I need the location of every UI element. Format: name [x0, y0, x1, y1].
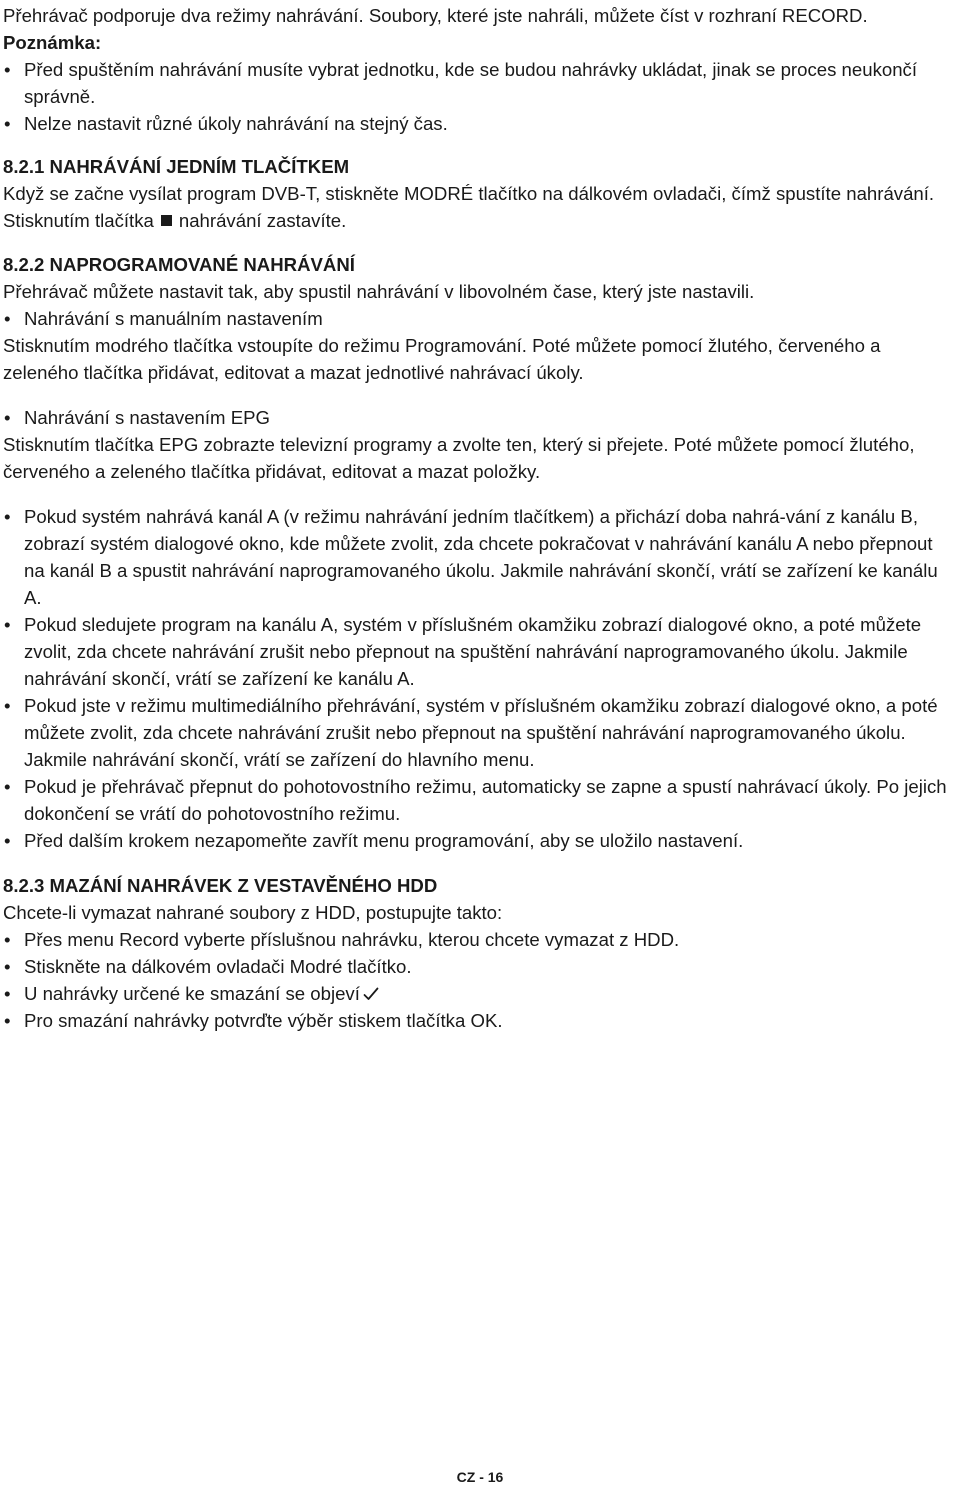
bullet-glyph: •: [4, 308, 11, 329]
list-item-text: Pokud systém nahrává kanál A (v režimu nahrávání jedním tlačítkem) a přichází doba nahrá-vání z kanálu B, zobrazí systém dialogové okno, kde můžete zvolit, zda chcete pokračovat v nahrávání kanálu A nebo přepnout na kanál B a spustit nahrávání naprogramovaného úkolu. Jakmile nahrávání skončí, vrátí se zařízení ke kanálu A.: [24, 506, 938, 608]
list-item: [3, 305, 955, 332]
section-8-2-1-text: [3, 180, 955, 234]
bullet-glyph: •: [4, 407, 11, 428]
list-item-text: Pro smazání nahrávky potvrďte výběr stiskem tlačítka OK.: [24, 1010, 503, 1031]
note-list: [3, 56, 955, 137]
list-item-text: U nahrávky určené ke smazání se objeví: [24, 983, 360, 1004]
bullet-glyph: •: [4, 695, 11, 716]
section-8-2-1-text-start: Když se začne vysílat program DVB-T, stiskněte MODRÉ tlačítko na dálkovém ovladači, čímž spustíte nahrávání. Stisknutím tlačítka: [3, 183, 935, 231]
list-item: [3, 611, 955, 692]
bullet-glyph: •: [4, 506, 11, 527]
bullet-glyph: •: [4, 956, 11, 977]
section-8-2-2-intro: Přehrávač můžete nastavit tak, aby spustil nahrávání v libovolném čase, který jste nastavili.: [3, 281, 755, 302]
bullet-glyph: •: [4, 983, 11, 1004]
intro-paragraph: Přehrávač podporuje dva režimy nahrávání. Soubory, které jste nahráli, můžete číst v rozhraní RECORD.: [3, 5, 868, 26]
list-item-text: Před dalším krokem nezapomeňte zavřít menu programování, aby se uložilo nastavení.: [24, 830, 744, 851]
epg-recording-list: [3, 404, 955, 431]
manual-recording-text: Stisknutím modrého tlačítka vstoupíte do režimu Programování. Poté můžete pomocí žlutého, červeného a zeleného tlačítka přidávat, editovat a mazat jednotlivé nahrávací úkoly.: [3, 335, 881, 383]
list-item: [3, 827, 955, 854]
checkmark-icon: [363, 987, 379, 1001]
recording-rules-list: [3, 503, 955, 854]
list-item: [3, 110, 955, 137]
section-heading-8-2-2: 8.2.2 NAPROGRAMOVANÉ NAHRÁVÁNÍ: [3, 254, 355, 275]
list-item: [3, 56, 955, 110]
bullet-glyph: •: [4, 929, 11, 950]
list-item: [3, 692, 955, 773]
section-heading-8-2-3: 8.2.3 MAZÁNÍ NAHRÁVEK Z VESTAVĚNÉHO HDD: [3, 875, 438, 896]
list-item-text: Přes menu Record vyberte příslušnou nahrávku, kterou chcete vymazat z HDD.: [24, 929, 680, 950]
bullet-glyph: •: [4, 1010, 11, 1031]
list-item: [3, 773, 955, 827]
page-content: [3, 2, 955, 1034]
bullet-glyph: •: [4, 59, 11, 80]
section-8-2-1-text-end: nahrávání zastavíte.: [178, 210, 347, 231]
list-item-text: Pokud je přehrávač přepnut do pohotovostního režimu, automaticky se zapne a spustí nahrávací úkoly. Po jejich dokončení se vrátí do pohotovostního režimu.: [24, 776, 947, 824]
section-8-2-3-intro: Chcete-li vymazat nahrané soubory z HDD, postupujte takto:: [3, 902, 503, 923]
epg-recording-text: Stisknutím tlačítka EPG zobrazte televizní programy a zvolte ten, který si přejete. Poté můžete pomocí žlutého, červeného a zeleného tlačítka přidávat, editovat a mazat položky.: [3, 434, 915, 482]
bullet-glyph: •: [4, 113, 11, 134]
manual-recording-title: Nahrávání s manuálním nastavením: [24, 308, 323, 329]
page-number: CZ - 16: [456, 1469, 504, 1485]
manual-recording-list: [3, 305, 955, 332]
list-item-text: Pokud jste v režimu multimediálního přehrávání, systém v příslušném okamžiku zobrazí dialogové okno, a poté můžete zvolit, zda chcete nahrávání zrušit nebo přepnout na spuštění nahrávání naprogramovaného úkolu. Jakmile nahrávání skončí, vrátí se zařízení do hlavního menu.: [24, 695, 938, 770]
bullet-glyph: •: [4, 614, 11, 635]
note-label: Poznámka:: [3, 32, 102, 53]
section-heading-8-2-1: 8.2.1 NAHRÁVÁNÍ JEDNÍM TLAČÍTKEM: [3, 156, 350, 177]
list-item: [3, 953, 955, 980]
stop-square-icon: [161, 215, 172, 226]
epg-recording-title: Nahrávání s nastavením EPG: [24, 407, 270, 428]
bullet-glyph: •: [4, 830, 11, 851]
list-item: [3, 1007, 955, 1034]
list-item-text: Nelze nastavit různé úkoly nahrávání na stejný čas.: [24, 113, 448, 134]
bullet-glyph: •: [4, 776, 11, 797]
delete-steps-list: [3, 926, 955, 1034]
list-item: [3, 404, 955, 431]
list-item: [3, 926, 955, 953]
list-item: [3, 503, 955, 611]
list-item-text: Před spuštěním nahrávání musíte vybrat jednotku, kde se budou nahrávky ukládat, jinak se proces neukončí správně.: [24, 59, 918, 107]
list-item-text: Stiskněte na dálkovém ovladači Modré tlačítko.: [24, 956, 412, 977]
list-item: [3, 980, 955, 1007]
list-item-text: Pokud sledujete program na kanálu A, systém v příslušném okamžiku zobrazí dialogové okno, a poté můžete zvolit, zda chcete nahrávání zrušit nebo přepnout na spuštění nahrávání naprogramovaného úkolu. Jakmile nahrávání skončí, vrátí se zařízení ke kanálu A.: [24, 614, 922, 689]
